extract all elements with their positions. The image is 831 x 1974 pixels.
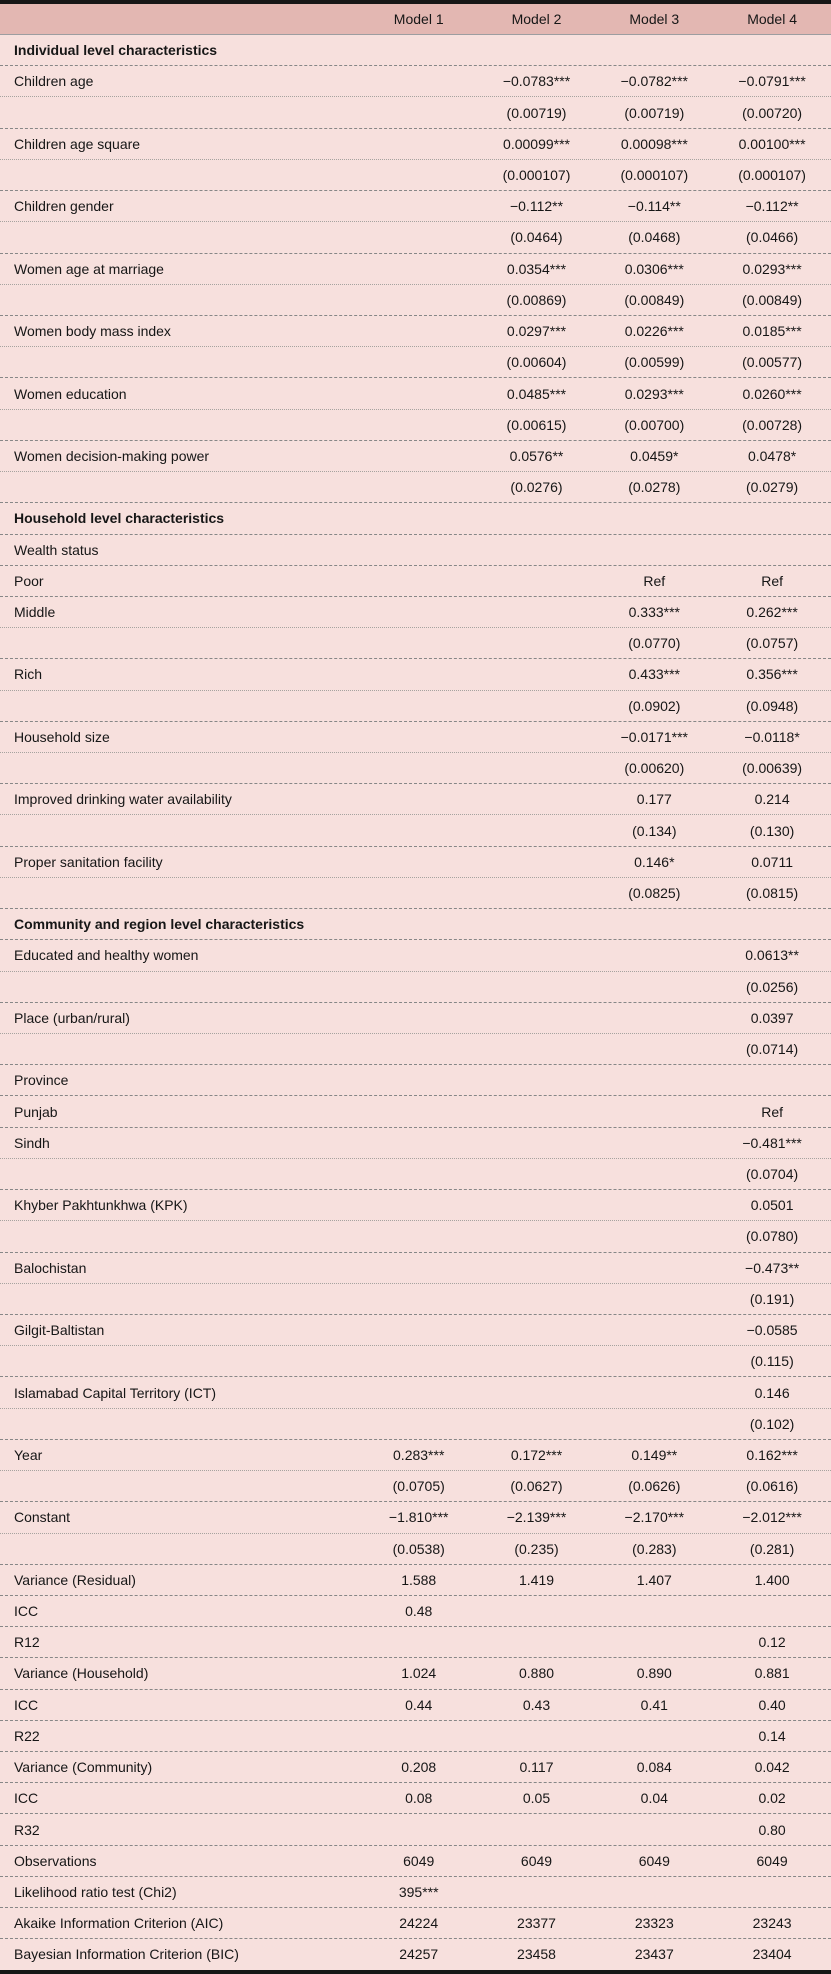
cell-model-4: (0.00720) bbox=[742, 104, 803, 121]
cell-model-3: −0.0171*** bbox=[620, 728, 688, 745]
row-label: Variance (Community) bbox=[14, 1759, 153, 1776]
row-label: Women age at marriage bbox=[14, 260, 164, 277]
cell-model-4: (0.130) bbox=[749, 822, 795, 839]
cell-model-1: 0.48 bbox=[405, 1603, 433, 1620]
cell-model-4: 0.0613** bbox=[745, 947, 799, 964]
cell-model-3: 0.149** bbox=[631, 1446, 678, 1463]
cell-model-4: −0.0791*** bbox=[738, 73, 806, 90]
cell-model-1: 6049 bbox=[403, 1852, 435, 1869]
cell-model-3: −0.0782*** bbox=[620, 73, 688, 90]
cell-model-1: 0.44 bbox=[405, 1696, 433, 1713]
cell-model-1: (0.0705) bbox=[392, 1478, 445, 1495]
table-row bbox=[0, 1938, 831, 1969]
cell-model-4: 0.0397 bbox=[750, 1009, 794, 1026]
row-label: R22 bbox=[14, 1727, 40, 1744]
cell-model-4: (0.0780) bbox=[746, 1228, 799, 1245]
cell-model-2: (0.0627) bbox=[510, 1478, 563, 1495]
cell-model-4: 6049 bbox=[756, 1852, 788, 1869]
table-row bbox=[0, 752, 831, 783]
cell-model-4: 0.0478* bbox=[747, 447, 797, 464]
section-row bbox=[0, 908, 831, 939]
cell-model-3: 0.084 bbox=[636, 1759, 672, 1776]
cell-model-2: 0.43 bbox=[522, 1696, 551, 1713]
table-row bbox=[0, 1720, 831, 1751]
table-row bbox=[0, 221, 831, 252]
cell-model-2: (0.00869) bbox=[506, 291, 567, 308]
row-label: Year bbox=[14, 1446, 43, 1463]
table-row bbox=[0, 1626, 831, 1657]
row-label: Gilgit-Baltistan bbox=[14, 1322, 105, 1339]
table-row bbox=[0, 1595, 831, 1626]
table-row bbox=[0, 471, 831, 502]
cell-model-4: 23243 bbox=[752, 1915, 792, 1932]
section-row bbox=[0, 502, 831, 533]
table-row bbox=[0, 1158, 831, 1189]
cell-model-3: 0.0459* bbox=[630, 447, 679, 464]
cell-model-3: (0.00719) bbox=[624, 104, 685, 121]
table-row bbox=[0, 690, 831, 721]
table-row bbox=[0, 440, 831, 471]
cell-model-4: −0.0118* bbox=[744, 728, 800, 745]
cell-model-3: 0.0306*** bbox=[624, 260, 684, 277]
cell-model-3: (0.283) bbox=[632, 1540, 677, 1557]
table-row bbox=[0, 1876, 831, 1907]
cell-model-3: 1.407 bbox=[636, 1571, 672, 1588]
table-row bbox=[0, 1408, 831, 1439]
cell-model-2: 0.0485*** bbox=[506, 385, 567, 402]
cell-model-4: (0.0616) bbox=[746, 1478, 799, 1495]
cell-model-2: (0.00615) bbox=[506, 416, 567, 433]
row-label: Variance (Household) bbox=[14, 1665, 149, 1682]
cell-model-3: 0.890 bbox=[636, 1665, 672, 1682]
table-row bbox=[0, 1002, 831, 1033]
cell-model-3: (0.00599) bbox=[624, 354, 685, 371]
cell-model-2: (0.00604) bbox=[506, 354, 567, 371]
cell-model-4: 0.0185*** bbox=[742, 323, 802, 340]
cell-model-4: (0.0714) bbox=[746, 1041, 799, 1058]
cell-model-4: (0.191) bbox=[749, 1290, 795, 1307]
table-row bbox=[0, 1782, 831, 1813]
table-row bbox=[0, 1533, 831, 1564]
cell-model-4: Ref bbox=[761, 1103, 783, 1120]
cell-model-2: (0.235) bbox=[514, 1540, 559, 1557]
table-row bbox=[0, 1252, 831, 1283]
table-row bbox=[0, 627, 831, 658]
cell-model-2: 0.172*** bbox=[510, 1446, 563, 1463]
cell-model-3: (0.0278) bbox=[628, 479, 681, 496]
table-row bbox=[0, 939, 831, 970]
table-row bbox=[0, 253, 831, 284]
table-row bbox=[0, 971, 831, 1002]
row-label: Constant bbox=[14, 1509, 71, 1526]
row-label: Akaike Information Criterion (AIC) bbox=[14, 1915, 224, 1932]
table-row bbox=[0, 846, 831, 877]
cell-model-2: −2.139*** bbox=[506, 1509, 567, 1526]
header-model-4: Model 4 bbox=[747, 11, 797, 27]
row-label: Children age square bbox=[14, 135, 141, 152]
cell-model-4: (0.0466) bbox=[746, 229, 799, 246]
cell-model-3: (0.0825) bbox=[628, 885, 681, 902]
cell-model-4: (0.0948) bbox=[746, 697, 799, 714]
table-row bbox=[0, 190, 831, 221]
row-label: Punjab bbox=[14, 1103, 58, 1120]
cell-model-3: 0.433*** bbox=[628, 666, 680, 683]
row-label: Educated and healthy women bbox=[14, 947, 199, 964]
cell-model-2: 0.0297*** bbox=[506, 323, 567, 340]
cell-model-4: −0.0585 bbox=[746, 1322, 798, 1339]
cell-model-2: −0.0783*** bbox=[502, 73, 571, 90]
table-row bbox=[0, 877, 831, 908]
cell-model-1: 0.283*** bbox=[393, 1446, 445, 1463]
cell-model-4: (0.102) bbox=[749, 1415, 795, 1432]
cell-model-4: 23404 bbox=[752, 1946, 792, 1963]
cell-model-4: 0.0501 bbox=[750, 1197, 794, 1214]
row-label: Khyber Pakhtunkhwa (KPK) bbox=[14, 1197, 188, 1214]
table-row bbox=[0, 1501, 831, 1532]
table-row bbox=[0, 409, 831, 440]
row-label: Province bbox=[14, 1072, 69, 1089]
row-label: ICC bbox=[14, 1603, 39, 1620]
table-row bbox=[0, 1127, 831, 1158]
cell-model-4: 0.0711 bbox=[751, 853, 793, 870]
row-label: Sindh bbox=[14, 1134, 50, 1151]
row-label: Household level characteristics bbox=[14, 510, 225, 527]
cell-model-2: (0.0464) bbox=[510, 229, 563, 246]
cell-model-2: 23377 bbox=[517, 1915, 556, 1932]
table-row bbox=[0, 1345, 831, 1376]
row-label: Rich bbox=[14, 666, 43, 683]
cell-model-2: 0.05 bbox=[522, 1790, 551, 1807]
cell-model-3: 0.0293*** bbox=[624, 385, 684, 402]
cell-model-4: (0.00639) bbox=[742, 760, 803, 777]
row-label: Poor bbox=[14, 572, 44, 589]
cell-model-2: −0.112** bbox=[509, 198, 564, 215]
cell-model-1: 24257 bbox=[399, 1946, 439, 1963]
table-row bbox=[0, 65, 831, 96]
cell-model-1: 1.024 bbox=[401, 1665, 437, 1682]
table-row bbox=[0, 159, 831, 190]
cell-model-3: 0.146* bbox=[634, 853, 675, 870]
cell-model-4: 0.356*** bbox=[746, 666, 798, 683]
header-model-1: Model 1 bbox=[393, 11, 444, 27]
cell-model-2: 0.00099*** bbox=[503, 135, 570, 152]
table-row bbox=[0, 1095, 831, 1126]
table-row bbox=[0, 721, 831, 752]
cell-model-4: (0.281) bbox=[749, 1540, 795, 1557]
row-label: Women education bbox=[14, 385, 127, 402]
row-label: Bayesian Information Criterion (BIC) bbox=[14, 1946, 239, 1963]
row-label: Observations bbox=[14, 1852, 97, 1869]
cell-model-4: (0.0757) bbox=[746, 635, 799, 652]
cell-model-4: 0.262*** bbox=[746, 604, 798, 621]
cell-model-3: (0.0770) bbox=[628, 635, 681, 652]
cell-model-3: (0.0468) bbox=[628, 229, 681, 246]
cell-model-1: 395*** bbox=[398, 1884, 439, 1901]
cell-model-4: −0.481*** bbox=[742, 1134, 802, 1151]
row-label: Women body mass index bbox=[14, 323, 171, 340]
table-row bbox=[0, 534, 831, 565]
cell-model-3: (0.134) bbox=[632, 822, 677, 839]
cell-model-2: 23458 bbox=[517, 1946, 556, 1963]
row-label: Wealth status bbox=[14, 541, 99, 558]
cell-model-4: 0.0293*** bbox=[742, 260, 802, 277]
cell-model-3: (0.0902) bbox=[628, 697, 681, 714]
table-row bbox=[0, 1189, 831, 1220]
table-row bbox=[0, 1376, 831, 1407]
cell-model-3: 0.41 bbox=[640, 1696, 668, 1713]
cell-model-1: 0.208 bbox=[401, 1759, 437, 1776]
table-row bbox=[0, 377, 831, 408]
table-row bbox=[0, 565, 831, 596]
cell-model-2: 0.0354*** bbox=[506, 260, 567, 277]
cell-model-1: 24224 bbox=[399, 1915, 439, 1932]
cell-model-4: 0.042 bbox=[754, 1759, 790, 1776]
cell-model-3: 0.177 bbox=[636, 791, 672, 808]
cell-model-2: 0.117 bbox=[519, 1759, 554, 1776]
cell-model-4: (0.115) bbox=[750, 1353, 794, 1370]
table-row bbox=[0, 1907, 831, 1938]
cell-model-3: 23323 bbox=[634, 1915, 674, 1932]
cell-model-4: Ref bbox=[761, 572, 783, 589]
cell-model-4: 0.0260*** bbox=[742, 385, 802, 402]
row-label: Variance (Residual) bbox=[14, 1571, 136, 1588]
row-label: Likelihood ratio test (Chi2) bbox=[14, 1884, 177, 1901]
cell-model-1: (0.0538) bbox=[392, 1540, 445, 1557]
cell-model-3: −0.114** bbox=[627, 198, 681, 215]
table-row bbox=[0, 315, 831, 346]
table-row bbox=[0, 96, 831, 127]
table-body bbox=[0, 35, 831, 1970]
cell-model-4: 0.12 bbox=[758, 1634, 786, 1651]
cell-model-2: 0.880 bbox=[518, 1665, 555, 1682]
section-row bbox=[0, 35, 831, 65]
cell-model-4: 0.02 bbox=[758, 1790, 786, 1807]
cell-model-3: 23437 bbox=[634, 1946, 674, 1963]
table-row bbox=[0, 1220, 831, 1251]
cell-model-4: (0.000107) bbox=[738, 166, 806, 183]
table-row bbox=[0, 1751, 831, 1782]
cell-model-1: 1.588 bbox=[401, 1571, 437, 1588]
cell-model-4: (0.00728) bbox=[742, 416, 803, 433]
row-label: Community and region level characteristics bbox=[14, 916, 305, 933]
table-row bbox=[0, 346, 831, 377]
row-label: Individual level characteristics bbox=[14, 42, 218, 59]
cell-model-3: 6049 bbox=[638, 1852, 670, 1869]
cell-model-4: 0.14 bbox=[758, 1727, 786, 1744]
row-label: R32 bbox=[14, 1821, 40, 1838]
cell-model-4: 0.146 bbox=[754, 1384, 790, 1401]
cell-model-1: −1.810*** bbox=[388, 1509, 449, 1526]
table-row bbox=[0, 783, 831, 814]
row-label: Place (urban/rural) bbox=[14, 1009, 130, 1026]
row-label: Islamabad Capital Territory (ICT) bbox=[14, 1384, 217, 1401]
cell-model-2: (0.00719) bbox=[506, 104, 567, 121]
row-label: R12 bbox=[14, 1634, 40, 1651]
table-row bbox=[0, 128, 831, 159]
cell-model-4: 0.214 bbox=[754, 791, 790, 808]
cell-model-4: (0.0704) bbox=[746, 1165, 799, 1182]
cell-model-3: −2.170*** bbox=[624, 1509, 685, 1526]
cell-model-4: (0.00577) bbox=[742, 354, 803, 371]
cell-model-3: (0.00849) bbox=[624, 291, 685, 308]
cell-model-4: −0.112** bbox=[745, 198, 799, 215]
row-label: Improved drinking water availability bbox=[14, 791, 232, 808]
row-label: Children age bbox=[14, 73, 94, 90]
cell-model-2: 0.0576** bbox=[509, 447, 564, 464]
table-header-row bbox=[0, 4, 831, 35]
table-row bbox=[0, 1657, 831, 1688]
cell-model-4: (0.00849) bbox=[742, 291, 803, 308]
cell-model-4: 0.80 bbox=[758, 1821, 786, 1838]
cell-model-4: −0.473** bbox=[745, 1259, 800, 1276]
cell-model-3: 0.00098*** bbox=[620, 135, 688, 152]
cell-model-3: Ref bbox=[643, 572, 666, 589]
cell-model-4: −2.012*** bbox=[742, 1509, 802, 1526]
table-row bbox=[0, 284, 831, 315]
cell-model-4: (0.0279) bbox=[746, 479, 799, 496]
cell-model-4: 1.400 bbox=[754, 1571, 790, 1588]
table-row bbox=[0, 596, 831, 627]
cell-model-2: (0.000107) bbox=[502, 166, 571, 183]
cell-model-4: 0.881 bbox=[754, 1665, 790, 1682]
cell-model-4: 0.162*** bbox=[746, 1446, 798, 1463]
table-row bbox=[0, 1689, 831, 1720]
cell-model-4: 0.40 bbox=[758, 1696, 786, 1713]
table-row bbox=[0, 1439, 831, 1470]
cell-model-4: (0.0256) bbox=[746, 978, 799, 995]
row-label: Proper sanitation facility bbox=[14, 853, 163, 870]
cell-model-2: 6049 bbox=[520, 1852, 553, 1869]
table-row bbox=[0, 1283, 831, 1314]
row-label: ICC bbox=[14, 1696, 39, 1713]
row-label: Women decision-making power bbox=[14, 447, 210, 464]
cell-model-2: 1.419 bbox=[518, 1571, 555, 1588]
header-model-3: Model 3 bbox=[629, 11, 680, 27]
cell-model-3: 0.333*** bbox=[628, 604, 680, 621]
table-row bbox=[0, 814, 831, 845]
cell-model-3: (0.00620) bbox=[624, 760, 685, 777]
cell-model-4: 0.00100*** bbox=[738, 135, 806, 152]
table-row bbox=[0, 658, 831, 689]
table-row bbox=[0, 1033, 831, 1064]
cell-model-3: (0.00700) bbox=[624, 416, 685, 433]
table-row bbox=[0, 1564, 831, 1595]
cell-model-1: 0.08 bbox=[405, 1790, 433, 1807]
cell-model-4: (0.0815) bbox=[746, 885, 799, 902]
table-row bbox=[0, 1064, 831, 1095]
header-model-2: Model 2 bbox=[511, 11, 562, 27]
table-row bbox=[0, 1813, 831, 1844]
row-label: ICC bbox=[14, 1790, 39, 1807]
cell-model-3: 0.0226*** bbox=[624, 323, 684, 340]
row-label: Balochistan bbox=[14, 1259, 87, 1276]
cell-model-2: (0.0276) bbox=[510, 479, 563, 496]
table-row bbox=[0, 1845, 831, 1876]
row-label: Household size bbox=[14, 728, 110, 745]
table-row bbox=[0, 1470, 831, 1501]
cell-model-3: 0.04 bbox=[640, 1790, 668, 1807]
table-row bbox=[0, 1314, 831, 1345]
row-label: Middle bbox=[14, 604, 56, 621]
cell-model-3: (0.000107) bbox=[620, 166, 689, 183]
cell-model-3: (0.0626) bbox=[628, 1478, 681, 1495]
row-label: Children gender bbox=[14, 198, 114, 215]
